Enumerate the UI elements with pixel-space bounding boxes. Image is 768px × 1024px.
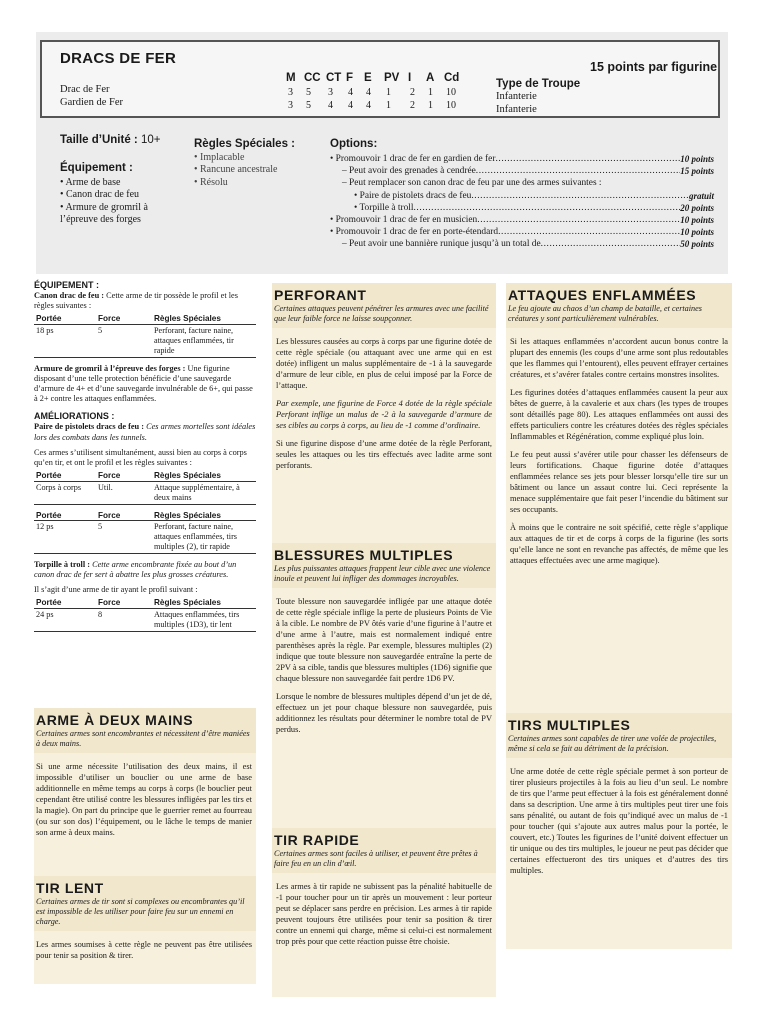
stat-header: Cd bbox=[444, 72, 460, 84]
list-item: • Armure de gromril à l’épreuve des forges bbox=[60, 201, 148, 226]
armour-description: Armure de gromril à l’épreuve des forges : Une figurine disposant d’une telle protection bénéficie d’une sauvegarde d’armure de 4+ et d’une sauvegarde invulnérable de 6+, qui passe à 2+ contre les attaques enflammées. bbox=[34, 363, 253, 404]
list-item: • Résolu bbox=[194, 176, 228, 188]
points-cost: 15 points par figurine bbox=[590, 60, 718, 74]
equipment-heading: ÉQUIPEMENT : bbox=[34, 280, 100, 290]
stat-header: I bbox=[408, 72, 412, 84]
list-item: • Implacable bbox=[194, 152, 245, 163]
rule-body: Si une figurine dispose d’une arme dotée de la règle Perforant, seules les attaques ou les tirs effectués avec ladite arme sont perforants. bbox=[276, 439, 492, 470]
rule-flavor: Certaines armes sont capables de tirer une volée de projectiles, même si cela se fait au détriment de la précision. bbox=[508, 734, 717, 753]
unit-size-value: 10+ bbox=[140, 134, 161, 146]
list-item: • Arme de base bbox=[60, 177, 121, 188]
option-row: • Promouvoir 1 drac de fer en porte-étendard ..... 10 points bbox=[330, 226, 714, 238]
stat-header: CT bbox=[326, 72, 342, 84]
option-row: • Promouvoir 1 drac de fer en musicien ..... 10 points bbox=[330, 214, 714, 226]
canon-description: Canon drac de feu : Cette arme de tir possède le profil et les règles suivantes : bbox=[34, 291, 238, 311]
option-row: • Paire de pistolets dracs de feu ..... gratuit bbox=[330, 190, 714, 202]
troop-type: Infanterie bbox=[496, 91, 537, 102]
rule-title: ATTAQUES ENFLAMMÉES bbox=[508, 287, 697, 303]
rule-example: Par exemple, une figurine de Force 4 dotée de la règle spéciale Perforant inflige un malus de -2 à la sauvegarde d’armure de ses cibles au corps à corps, au lieu de -1 comme d’ordinaire. bbox=[276, 399, 492, 430]
rule-flavor: Certaines attaques peuvent pénétrer les armures avec une facilité que leur faible force ne laisse soupçonner. bbox=[274, 304, 489, 323]
stat-value: 4 bbox=[366, 87, 371, 98]
stat-header: E bbox=[364, 72, 372, 84]
stat-header: F bbox=[346, 72, 354, 84]
profile-row-name: Gardien de Fer bbox=[60, 97, 123, 108]
torpedo-rules-text: Il s’agit d’une arme de tir ayant le profil suivant : bbox=[34, 585, 198, 595]
torpedo-profile-table: Portée Force Règles Spéciales 24 ps 8 Attaques enflammées, tirs multiples (1D3), tir lent bbox=[34, 598, 256, 631]
rule-title: PERFORANT bbox=[274, 287, 367, 303]
option-row: – Peut avoir une bannière runique jusqu’à un total de ..... 50 points bbox=[330, 238, 714, 250]
list-item: • Canon drac de feu bbox=[60, 189, 140, 201]
rule-multiple-wounds bbox=[272, 543, 496, 742]
rule-flavor: Les plus puissantes attaques frappent leur cible avec une violence inouïe et peuvent lui infliger des dommages incroyables. bbox=[274, 564, 491, 583]
unit-name: DRACS DE FER bbox=[60, 50, 177, 67]
equipment-details bbox=[34, 280, 256, 638]
rule-title: TIR LENT bbox=[36, 880, 104, 896]
rule-flavor: Certaines armes sont faciles à utiliser, et peuvent être prêtes à faire feu en un clin d’œil. bbox=[274, 849, 478, 868]
option-row: – Peut remplacer son canon drac de feu par une des armes suivantes : bbox=[342, 178, 602, 189]
rule-body: À moins que le contraire ne soit spécifié, cette règle s’applique aux attaques de tir et de corps à corps de la figurine (les sorts qu’elle lance ne sont en revanche pas affectés, de même que les attaques effectuées avec une arme magique). bbox=[510, 523, 728, 565]
rule-title: TIR RAPIDE bbox=[274, 832, 360, 848]
stat-header: CC bbox=[304, 72, 321, 84]
stat-value: 2 bbox=[410, 100, 415, 111]
stat-row bbox=[286, 100, 476, 111]
stat-headers bbox=[286, 72, 476, 84]
upgrades-heading: AMÉLIORATIONS : bbox=[34, 411, 115, 422]
equipment-list bbox=[60, 177, 178, 227]
unit-size-label: Taille d’Unité : bbox=[60, 134, 138, 146]
stat-value: 4 bbox=[348, 100, 353, 111]
unit-size bbox=[60, 134, 160, 146]
rule-body: Toute blessure non sauvegardée infligée par une attaque dotée de cette règle spéciale inflige la perte de plusieurs Points de Vie à la cible. Le nombre de PV ôtés varie d’une figurine à l’autre et d’une arme à l’autre, mais est normalement indiqué entre parenthèses après la règle. Par exemple, blessures multiples (2) indique que toute blessure non sauvegardée entraîne la perte de 2PV à sa cible, tandis que blessures multiples (1D6) signifie que chaque blessure non sauvegardée fait perdre 1D6 PV. bbox=[276, 597, 492, 683]
options-list bbox=[330, 153, 714, 251]
pistols-shooting-table: Portée Force Règles Spéciales 12 ps 5 Perforant, facture naine, attaques enflammées, tirs multiples (2), tir rapide bbox=[34, 511, 256, 554]
rule-title: TIRS MULTIPLES bbox=[508, 717, 631, 733]
rule-flavor: Le feu ajoute au chaos d’un champ de bataille, et certaines créatures y sont particulièrement vulnérables. bbox=[508, 304, 702, 323]
rule-body: Les blessures causées au corps à corps par une figurine dotée de cette règle spéciale (ou attaquant avec une arme qui en est dotée) infligent un malus supplémentaire de -1 à la sauvegarde d’armure de leur cible, en plus de celui imposé par la Force de l’attaque. bbox=[276, 337, 492, 390]
stat-header: M bbox=[286, 72, 296, 84]
canon-profile-table: Portée Force Règles Spéciales 18 ps 5 Perforant, facture naine, attaques enflammées, tir rapide bbox=[34, 314, 256, 357]
rule-title: ARME À DEUX MAINS bbox=[36, 712, 194, 728]
stat-value: 1 bbox=[386, 87, 391, 98]
rule-flavor: Certaines armes de tir sont si complexes ou encombrantes qu’il est impossible de les utiliser pour faire feu sur un ennemi en charge. bbox=[36, 897, 245, 926]
special-rules-list bbox=[194, 152, 304, 189]
rule-slow-fire bbox=[34, 876, 256, 968]
rule-quick-fire bbox=[272, 828, 496, 954]
stat-value: 3 bbox=[288, 100, 293, 111]
stat-value: 1 bbox=[428, 87, 433, 98]
stat-row bbox=[286, 87, 476, 98]
rule-body: Le feu peut aussi s’avérer utile pour chasser les défenseurs de leurs fortifications. Chaque figurine dotée d’attaques enflammées relance ses jets pour blesser lorsqu’elle tire sur un bâtiment ou lance un assaut contre lui. Ceci représente la menace supplémentaire que fait peser l’incendie du bâtiment sur ses occupants. bbox=[510, 450, 728, 514]
profile-row-name: Drac de Fer bbox=[60, 84, 110, 95]
list-item: • Rancune ancestrale bbox=[194, 164, 278, 176]
troop-type-header: Type de Troupe bbox=[496, 78, 581, 90]
option-row: • Torpille à troll ..... 20 points bbox=[330, 202, 714, 214]
rule-armour-piercing bbox=[272, 283, 496, 478]
stat-value: 3 bbox=[288, 87, 293, 98]
equipment-label: Équipement : bbox=[60, 162, 133, 174]
pistols-description: Paire de pistolets dracs de feu : Ces armes mortelles sont idéales lors des combats dans les tunnels. bbox=[34, 422, 256, 442]
rule-body: Si une arme nécessite l’utilisation des deux mains, il est impossible d’utiliser un bouclier ou une arme de base additionnelle en même temps au corps à corps (le bouclier peut cependant être utilisé contre les blessures infligées par les tirs et la magie). On part du principe que le guerrier remet au fourreau (ou sur son dos) l’équipement, ou le lâche le temps de manier son arme à deux mains. bbox=[36, 762, 252, 837]
stat-header: PV bbox=[384, 72, 400, 84]
stat-value: 4 bbox=[348, 87, 353, 98]
rule-body: Lorsque le nombre de blessures multiples dépend d’un jet de dé, effectuez un jet pour chaque blessure non sauvegardée, puis additionnez les résultats pour déterminer le nombre total de PV perdus. bbox=[276, 692, 492, 734]
pistols-rules-text: Ces armes s’utilisent simultanément, aussi bien au corps à corps qu’en tir, et ont le profil et les règles suivantes : bbox=[34, 447, 247, 468]
rule-title: BLESSURES MULTIPLES bbox=[274, 547, 454, 563]
rule-body: Les armes soumises à cette règle ne peuvent pas être utilisées pour tenir sa position & tirer. bbox=[36, 940, 252, 960]
rule-body: Les armes à tir rapide ne subissent pas la pénalité habituelle de -1 pour toucher pour un tir après un mouvement : leur porteur peut se déplacer sans perdre en précision. Les armes à tir rapide peuvent toujours être utilisées pour tenir sa position & tirer contre un ennemi qui charge, même si celui-ci est normalement trop près pour que cette réaction puisse être choisie. bbox=[276, 882, 492, 946]
troop-type: Infanterie bbox=[496, 104, 537, 115]
option-row: • Promouvoir 1 drac de fer en gardien de fer ..... 10 points bbox=[330, 153, 714, 165]
rule-body: Une arme dotée de cette règle spéciale permet à son porteur de tirer plusieurs projectiles à la fois au lieu d’un seul. Le nombre de tirs que l’arme peut effectuer à la fois est généralement donné dans sa description. Une arme à tirs multiples peut tirer une fois sans pénalité, ou autant de fois qu’indiqué avec un malus de -1 pour toucher (qui s’ajoute aux autres malus pour la portée, le couvert, etc.) Toutes les figurines de l’unité doivent effectuer un tir unique ou des tirs multiples, le joueur ne peut pas décider que certaines effectueront des tirs uniques et d’autres des tirs multiples. bbox=[510, 767, 728, 875]
stat-value: 10 bbox=[446, 87, 456, 98]
option-row: – Peut avoir des grenades à cendrée ..... 15 points bbox=[330, 165, 714, 177]
rule-flaming-attacks bbox=[506, 283, 732, 573]
rule-flavor: Certaines armes sont encombrantes et nécessitent d’être maniées à deux mains. bbox=[36, 729, 250, 748]
rule-body: Si les attaques enflammées n’accordent aucun bonus contre la plupart des ennemis (les coups d’une arme sont plus redoutables que les flammes qui l’entourent), elles peuvent effrayer certaines créatures, et s’avérer fatales contre certains monstres insolites. bbox=[510, 337, 728, 379]
stat-value: 2 bbox=[410, 87, 415, 98]
stat-header: A bbox=[426, 72, 435, 84]
stat-value: 1 bbox=[428, 100, 433, 111]
pistols-profile-table: Portée Force Règles Spéciales Corps à corps Util. Attaque supplémentaire, à deux mains bbox=[34, 471, 256, 504]
stat-value: 10 bbox=[446, 100, 456, 111]
stat-value: 3 bbox=[328, 87, 333, 98]
rule-body: Les figurines dotées d’attaques enflammées causent la peur aux bêtes de guerre, à la cavalerie et aux chars (les types de troupes sont détaillés page 80). Les attaques enflammées ont aussi des effets particuliers contre les créatures dotées des règles spéciales Inflammables et Régénération, comme expliqué plus loin. bbox=[510, 388, 728, 441]
stat-value: 4 bbox=[328, 100, 333, 111]
torpedo-description: Torpille à troll : Cette arme encombrante fixée au bout d’un canon drac de fer sert à abattre les plus grosses créatures. bbox=[34, 559, 237, 579]
stat-value: 4 bbox=[366, 100, 371, 111]
special-rules-label: Règles Spéciales : bbox=[194, 138, 295, 150]
options-label: Options: bbox=[330, 138, 378, 150]
rule-two-handed bbox=[34, 708, 256, 845]
stat-value: 1 bbox=[386, 100, 391, 111]
stat-value: 5 bbox=[306, 87, 311, 98]
rule-multiple-shots bbox=[506, 713, 732, 883]
stat-value: 5 bbox=[306, 100, 311, 111]
